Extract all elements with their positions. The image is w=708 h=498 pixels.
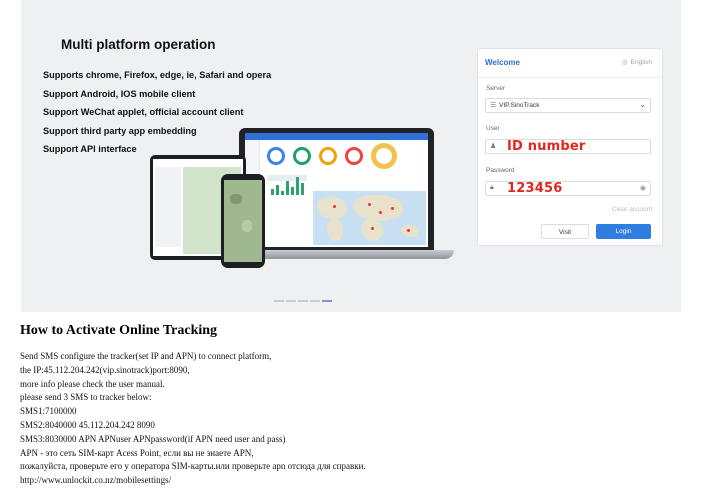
banner-title: Multi platform operation <box>61 37 216 52</box>
feature-list <box>43 66 271 159</box>
user-label: User <box>486 125 500 132</box>
password-label: Password <box>486 167 515 174</box>
text-line: Send SMS configure the tracker(set IP and APN) to connect platform, <box>20 351 272 361</box>
login-button[interactable]: Login <box>596 224 651 239</box>
text-line: SMS3:8030000 APN APNuser APNpassword(if APN need user and pass) <box>20 433 286 444</box>
carousel-dot-active[interactable] <box>322 300 332 302</box>
instructions-text <box>20 350 366 488</box>
language-switch[interactable] <box>622 58 652 66</box>
server-icon: ☰ <box>490 102 497 109</box>
text-line: APN - это сеть SIM-карт Acess Point, если вы не знаете APN, <box>20 447 254 458</box>
lock-icon: 🔒︎ <box>490 184 494 191</box>
password-input[interactable] <box>485 181 651 196</box>
feature-item: Support API interface <box>43 144 137 154</box>
carousel-dot[interactable] <box>274 300 284 302</box>
feature-item: Support WeChat applet, official account client <box>43 107 244 117</box>
carousel-indicator[interactable] <box>274 300 332 302</box>
text-line: SMS1:7100000 <box>20 406 77 417</box>
chevron-down-icon: ⌄ <box>639 100 646 109</box>
text-line: please send 3 SMS to tracker below: <box>20 392 152 403</box>
server-label: Server <box>486 85 506 92</box>
clear-account-link[interactable]: Clear account <box>611 206 652 213</box>
server-value: VIP.SinoTrack <box>499 102 540 109</box>
carousel-dot[interactable] <box>286 300 296 302</box>
globe-icon: ◎ <box>622 59 628 66</box>
feature-item: Support Android, IOS mobile client <box>43 88 196 99</box>
phone-illustration <box>221 174 265 268</box>
welcome-title: Welcome <box>485 58 520 67</box>
login-card-header <box>478 49 662 78</box>
section-heading: How to Activate Online Tracking <box>20 323 218 338</box>
eye-icon[interactable]: ◉ <box>639 185 646 192</box>
text-line: SMS2:8040000 45.112.204.242 8090 <box>20 419 155 430</box>
feature-item: Supports chrome, Firefox, edge, ie, Safari and opera <box>43 70 272 80</box>
text-line: more info please check the user manual. <box>20 378 165 389</box>
laptop-screen <box>245 133 428 247</box>
password-overlay-text: 123456 <box>507 181 563 196</box>
text-line: the IP:45.112.204.242(vip.sinotrack)port:8090, <box>20 364 190 375</box>
feature-item: Support third party app embedding <box>43 125 197 136</box>
visit-button[interactable]: Visit <box>541 224 589 239</box>
user-input[interactable] <box>485 139 651 154</box>
carousel-dot[interactable] <box>310 300 320 302</box>
user-icon: ♟ <box>490 143 497 150</box>
laptop-illustration <box>239 128 434 250</box>
carousel-dot[interactable] <box>298 300 308 302</box>
link-text[interactable]: http://www.unlockit.co.nz/mobilesettings/ <box>20 475 172 486</box>
server-select[interactable] <box>485 98 651 113</box>
user-overlay-text: ID number <box>507 139 586 154</box>
language-label: English <box>630 58 652 66</box>
world-map <box>313 191 426 245</box>
text-line: пожалуйста, проверьте его у оператора SIM-карты.или проверьте apn отсюда для справки. <box>20 461 366 472</box>
login-card <box>477 48 663 246</box>
